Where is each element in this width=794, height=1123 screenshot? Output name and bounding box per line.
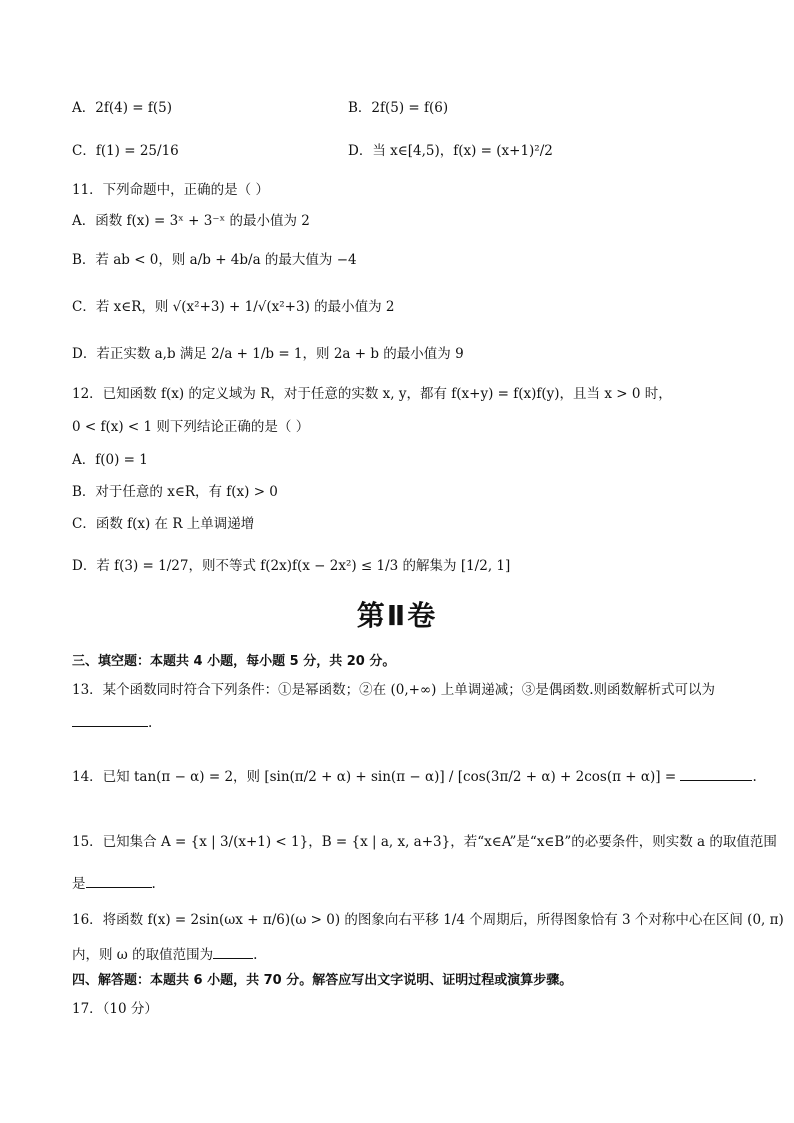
q13-line1: 13．某个函数同时符合下列条件：①是幂函数；②在 (0,+∞) 上单调递减；③是偶函数.则函数解析式可以为 xyxy=(72,682,716,698)
q15-line1: 15．已知集合 A = {x | 3/(x+1) < 1}，B = {x | a, x, a+3}，若“x∈A”是“x∈B”的必要条件，则实数 a 的取值范围 xyxy=(72,834,777,850)
q13-line2-end: . xyxy=(148,715,153,731)
q14-answer-blank[interactable] xyxy=(680,766,752,781)
q10-option-c: C．f(1) = 25/16 xyxy=(72,143,179,159)
q15-line2: 是 . xyxy=(72,873,156,892)
q11-stem: 11．下列命题中，正确的是（ ） xyxy=(72,182,269,198)
q12-stem-line2: 0 < f(x) < 1 则下列结论正确的是（ ） xyxy=(72,419,310,435)
q15-line2-text: 是 xyxy=(72,876,86,892)
q14-text: 14．已知 tan(π − α) = 2，则 [sin(π/2 + α) + sin(π − α)] / [cos(3π/2 + α) + 2cos(π + α)] = xyxy=(72,769,677,785)
q12-option-b: B．对于任意的 x∈R，有 f(x) > 0 xyxy=(72,484,278,500)
q10-option-b: B．2f(5) = f(6) xyxy=(348,100,449,116)
q16-line2-text: 内，则 ω 的取值范围为 xyxy=(72,947,214,963)
q10-option-d: D．当 x∈[4,5)，f(x) = (x+1)²/2 xyxy=(348,143,553,159)
q16-answer-blank[interactable] xyxy=(213,944,253,959)
q17-heading: 17．（10 分） xyxy=(72,1001,158,1017)
q12-option-c: C．函数 f(x) 在 R 上单调递增 xyxy=(72,516,255,532)
q12-option-a: A．f(0) = 1 xyxy=(72,452,148,468)
q12-option-d: D．若 f(3) = 1/27，则不等式 f(2x)f(x − 2x²) ≤ 1/3 的解集为 [1/2, 1] xyxy=(72,558,511,574)
q14-line: 14．已知 tan(π − α) = 2，则 [sin(π/2 + α) + sin(π − α)] / [cos(3π/2 + α) + 2cos(π + α)] = . xyxy=(72,766,757,785)
q13-answer-blank[interactable] xyxy=(72,712,148,727)
q15-answer-blank[interactable] xyxy=(86,873,152,888)
q11-option-d: D．若正实数 a,b 满足 2/a + 1/b = 1，则 2a + b 的最小值为 9 xyxy=(72,346,464,362)
section-3-heading: 三、填空题：本题共 4 小题，每小题 5 分，共 20 分。 xyxy=(72,654,396,669)
q12-stem-line1: 12．已知函数 f(x) 的定义域为 R，对于任意的实数 x, y，都有 f(x+y) = f(x)f(y)，且当 x > 0 时， xyxy=(72,386,672,402)
q11-option-c: C．若 x∈R，则 √(x²+3) + 1/√(x²+3) 的最小值为 2 xyxy=(72,299,395,315)
section-4-heading: 四、解答题：本题共 6 小题，共 70 分。解答应写出文字说明、证明过程或演算步骤。 xyxy=(72,973,573,988)
q16-line2: 内，则 ω 的取值范围为 . xyxy=(72,944,257,963)
q11-option-b: B．若 ab < 0，则 a/b + 4b/a 的最大值为 −4 xyxy=(72,252,357,268)
q11-option-a: A．函数 f(x) = 3ˣ + 3⁻ˣ 的最小值为 2 xyxy=(72,213,310,229)
q13-line2 xyxy=(72,712,152,731)
q16-line1: 16．将函数 f(x) = 2sin(ωx + π/6)(ω > 0) 的图象向右平移 1/4 个周期后，所得图象恰有 3 个对称中心在区间 (0, π) xyxy=(72,912,784,928)
part-title: 第Ⅱ卷 xyxy=(356,599,438,632)
q10-option-a: A．2f(4) = f(5) xyxy=(72,100,172,116)
